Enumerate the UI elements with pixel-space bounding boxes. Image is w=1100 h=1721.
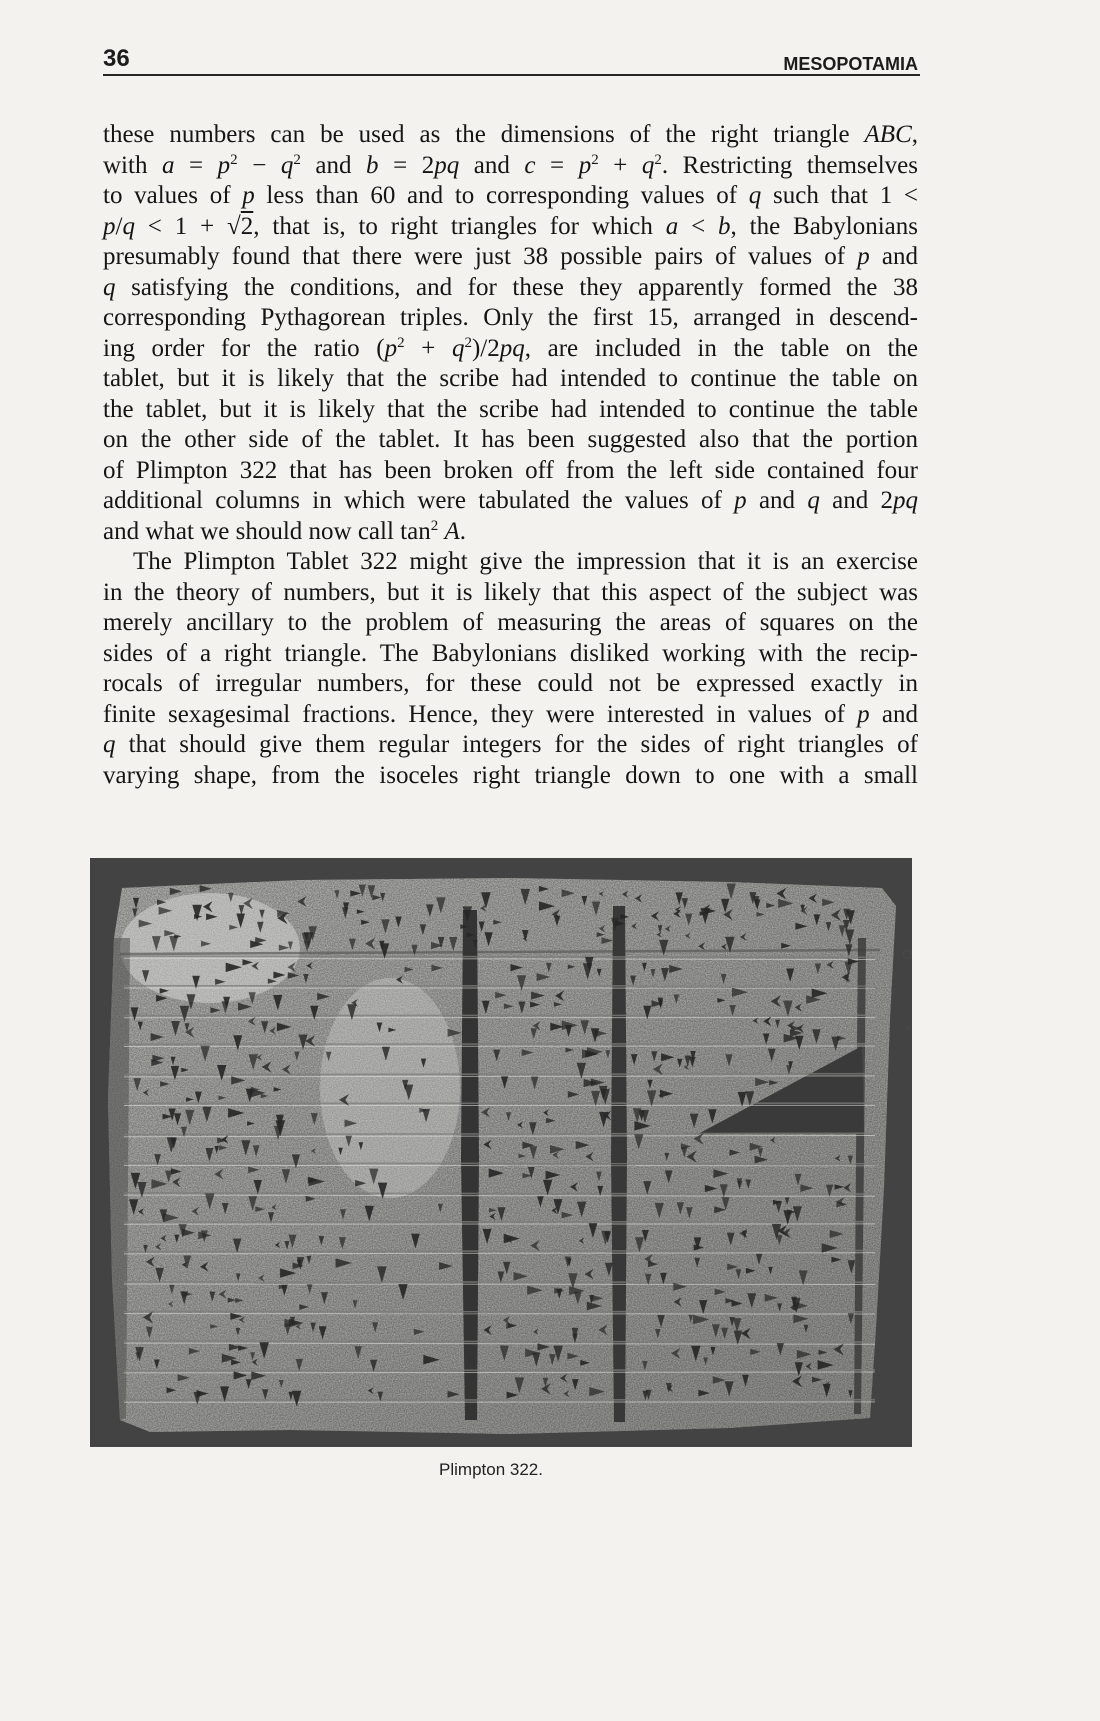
math-variable: a [665, 212, 679, 240]
paragraph-1 [103, 120, 918, 547]
body-text [103, 120, 918, 791]
math-variable: pq [499, 334, 525, 362]
header-rule [103, 74, 920, 76]
row-ruling [124, 1282, 875, 1283]
running-title: MESOPOTAMIA [783, 54, 918, 74]
scan-speck [906, 1026, 910, 1030]
text-line: tablet, but it is likely that the scribe had intended to continue the table on [103, 365, 918, 392]
text-line: ing order for the ratio $(p^2 + q^2)/2pq$, are included in the table on the [103, 334, 919, 362]
text-line: rocals of irregular numbers, for these could not be expressed exactly in [103, 670, 918, 697]
plimpton-322-photo [90, 858, 912, 1447]
text-line: presumably found that there were just 38 possible pairs of values of p and [103, 243, 918, 270]
text-line: and what we should now call $\tan^2 A$. [103, 517, 466, 545]
text-line: corresponding Pythagorean triples. Only the first 15, arranged in descend- [103, 304, 918, 331]
superscript: 2 [591, 151, 599, 168]
text-line: sides of a right triangle. The Babylonians disliked working with the recip- [103, 639, 918, 667]
math-variable: p [242, 182, 255, 209]
scan-speck [903, 950, 912, 959]
math-variable: p [734, 487, 747, 514]
math-variable: b [366, 151, 379, 179]
text-line: finite sexagesimal fractions. Hence, they were interested in values of p and [103, 700, 918, 728]
paragraph-2 [103, 547, 918, 791]
text-line: additional columns in which were tabulated the values of p and q and 2pq [103, 487, 918, 514]
math-variable: q [451, 334, 465, 362]
figure [90, 858, 912, 1447]
text-line: q that should give them regular integers for the sides of right triangles of [103, 731, 918, 758]
math-variable: pq [892, 487, 918, 514]
text-line: of Plimpton 322 that has been broken off from the left side contained four [103, 456, 918, 484]
math-variable: q [748, 182, 762, 209]
superscript: 2 [293, 151, 301, 168]
text-line: in the theory of numbers, but it is likely that this aspect of the subject was [103, 578, 918, 606]
text-line: p/q < 1 + √2, that is, to right triangles for which a < b, the Babylonians [103, 212, 919, 240]
math-variable: p [578, 151, 592, 179]
page-number: 36 [103, 45, 130, 72]
math-variable: p [217, 151, 231, 179]
text-line: to values of p less than 60 and to corresponding values of q such that 1 < [103, 182, 918, 209]
text-line: the tablet, but it is likely that the scribe had intended to continue the table [103, 395, 918, 423]
superscript: 2 [397, 334, 405, 351]
text-line: q satisfying the conditions, and for these they apparently formed the 38 [103, 273, 918, 301]
math-variable: c [524, 151, 536, 179]
math-variable: q [122, 212, 135, 240]
figure-caption: Plimpton 322. [439, 1460, 543, 1479]
math-variable: q [103, 273, 116, 301]
math-variable: q [807, 487, 820, 514]
math-variable: A [444, 517, 460, 545]
text-line: merely ancillary to the problem of measuring the areas of squares on the [103, 609, 918, 636]
math-variable: p [857, 700, 870, 728]
math-variable: q [280, 151, 294, 179]
superscript: 2 [430, 517, 439, 534]
worn-surface [320, 978, 460, 1198]
math-variable: q [103, 731, 116, 758]
math-variable: a [161, 151, 175, 179]
text-line: these numbers can be used as the dimensions of the right triangle ABC, [103, 121, 918, 148]
row-ruling [124, 1370, 875, 1371]
math-variable: pq [434, 151, 460, 179]
text-line: on the other side of the tablet. It has been suggested also that the portion [103, 426, 918, 453]
radicand: 2 [240, 212, 254, 240]
superscript: 2 [654, 151, 662, 168]
text-line: The Plimpton Tablet 322 might give the impression that it is an exercise [133, 548, 918, 575]
math-variable: b [718, 212, 731, 240]
superscript: 2 [230, 151, 238, 168]
math-variable: ABC [864, 121, 912, 148]
row-ruling-highlight [124, 1284, 875, 1285]
math-variable: p [857, 243, 870, 270]
row-ruling [124, 1074, 875, 1075]
math-variable: p [384, 334, 398, 362]
text-line: varying shape, from the isoceles right triangle down to one with a small [103, 761, 918, 789]
superscript: 2 [464, 334, 472, 351]
math-variable: q [641, 151, 655, 179]
math-variable: p [103, 212, 116, 240]
text-line: with $a = p^2 - q^2$ and b = 2pq and $c = p^2 + q^2$. Restricting themselves [103, 151, 918, 179]
